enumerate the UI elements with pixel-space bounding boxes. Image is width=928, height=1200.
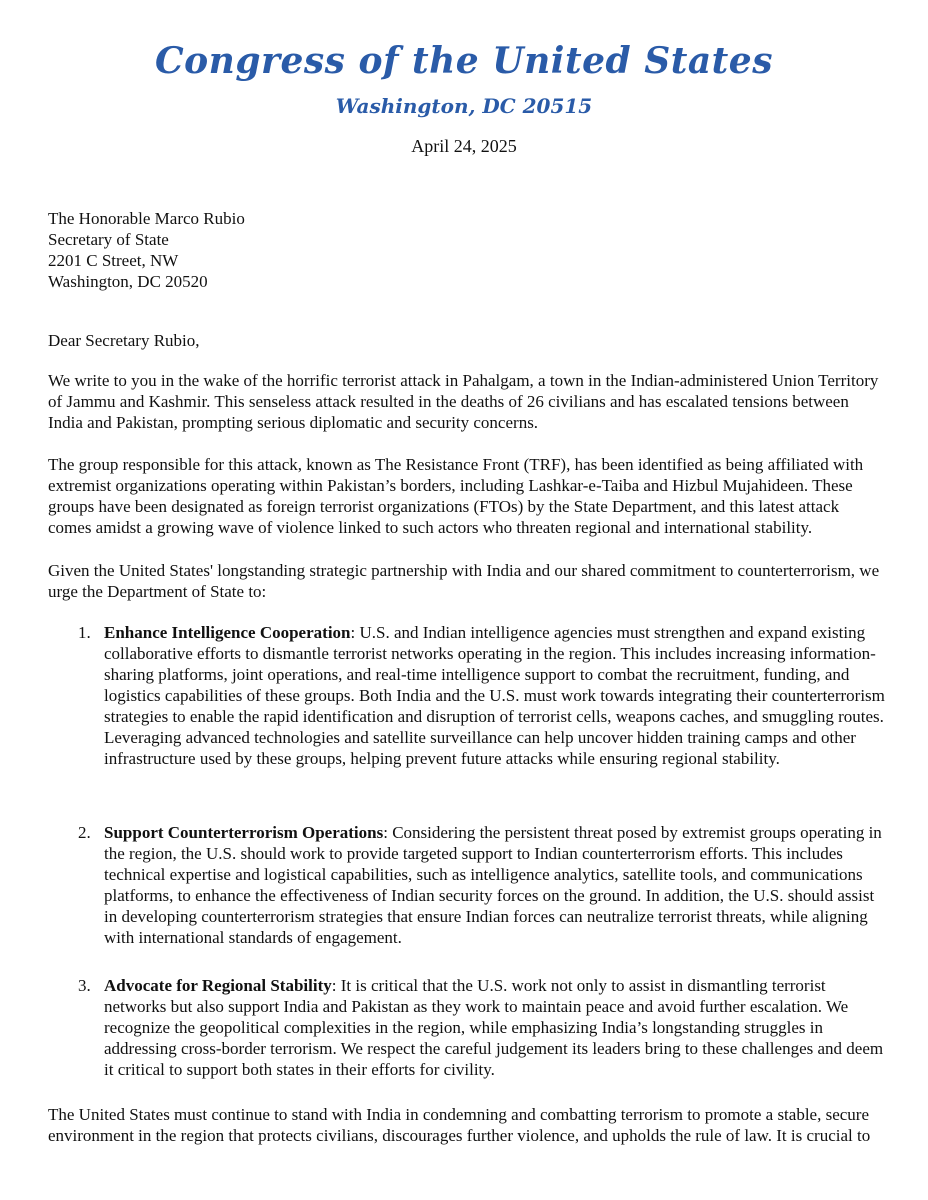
list-item-heading: Support Counterterrorism Operations bbox=[104, 823, 384, 842]
recipient-line: Secretary of State bbox=[48, 230, 169, 249]
salutation: Dear Secretary Rubio, bbox=[48, 331, 200, 350]
list-number: 1. bbox=[78, 623, 91, 642]
list-item-heading: Enhance Intelligence Cooperation bbox=[104, 623, 351, 642]
list-item-body bbox=[104, 975, 888, 1080]
letterhead-title: Congress of the United States bbox=[155, 40, 773, 82]
list-number: 2. bbox=[78, 823, 91, 842]
body-paragraph: Given the United States' longstanding strategic partnership with India and our shared commitment to counterterrorism, we urge the Department of State to: bbox=[48, 561, 880, 601]
list-item-text: : U.S. and Indian intelligence agencies must strengthen and expand existing collaborative efforts to dismantle terrorist networks operating in the region. This includes increasing information-sharing platforms, joint operations, and real-time intelligence support to combat the recruitment, funding, and logistics capabilities of these groups. Both India and the U.S. must work towards integrating their counterterrorism strategies to enable the rapid identification and disruption of terrorist cells, weapons caches, and smuggling routes. Leveraging advanced technologies and satellite surveillance can help uncover hidden training camps and other infrastructure used by these groups, helping prevent future attacks while ensuring regional stability. bbox=[104, 623, 885, 768]
body-paragraph: We write to you in the wake of the horrific terrorist attack in Pahalgam, a town in the Indian-administered Union Territory of Jammu and Kashmir. This senseless attack resulted in the deaths of 26 civilians and has escalated tensions between India and Pakistan, prompting serious diplomatic and security concerns. bbox=[48, 371, 879, 432]
recipient-line: The Honorable Marco Rubio bbox=[48, 209, 245, 228]
numbered-list-item bbox=[78, 975, 888, 1080]
list-item-text: : Considering the persistent threat posed by extremist groups operating in the region, the U.S. should work to provide targeted support to Indian counterterrorism efforts. This includes technical expertise and logistical capabilities, such as intelligence analytics, satellite tools, and communications platforms, to enhance the effectiveness of Indian security forces on the ground. In addition, the U.S. should assist in developing counterterrorism strategies that ensure Indian forces can neutralize terrorist threats, while aligning with international standards of engagement. bbox=[104, 823, 882, 947]
letterhead bbox=[0, 40, 928, 118]
list-number: 3. bbox=[78, 976, 91, 995]
recipient-line: 2201 C Street, NW bbox=[48, 251, 179, 270]
letterhead-subtitle: Washington, DC 20515 bbox=[335, 94, 593, 118]
closing-paragraph: The United States must continue to stand with India in condemning and combatting terrorism to promote a stable, secure environment in the region that protects civilians, discourages further violence, and upholds the rule of law. It is crucial to bbox=[48, 1105, 871, 1145]
recipient-line: Washington, DC 20520 bbox=[48, 272, 208, 291]
letter-date: April 24, 2025 bbox=[411, 136, 517, 156]
list-item-body bbox=[104, 622, 888, 769]
list-item-body bbox=[104, 822, 888, 948]
body-paragraph: The group responsible for this attack, known as The Resistance Front (TRF), has been identified as being affiliated with extremist organizations operating within Pakistan’s borders, including Lashkar-e-Taiba and Hizbul Mujahideen. These groups have been designated as foreign terrorist organizations (FTOs) by the State Department, and this latest attack comes amidst a growing wave of violence linked to such actors who threaten regional and international stability. bbox=[48, 455, 864, 537]
numbered-list-item bbox=[78, 622, 888, 769]
recipient-address bbox=[48, 208, 245, 292]
list-item-text: : It is critical that the U.S. work not only to assist in dismantling terrorist networks but also support India and Pakistan as they work to maintain peace and avoid further escalation. We recognize the geopolitical complexities in the region, while emphasizing India’s longstanding struggles in addressing cross-border terrorism. We respect the careful judgement its leaders bring to these challenges and deem it critical to support both states in their efforts for civility. bbox=[104, 976, 884, 1079]
numbered-list-item bbox=[78, 822, 888, 948]
list-item-heading: Advocate for Regional Stability bbox=[104, 976, 332, 995]
